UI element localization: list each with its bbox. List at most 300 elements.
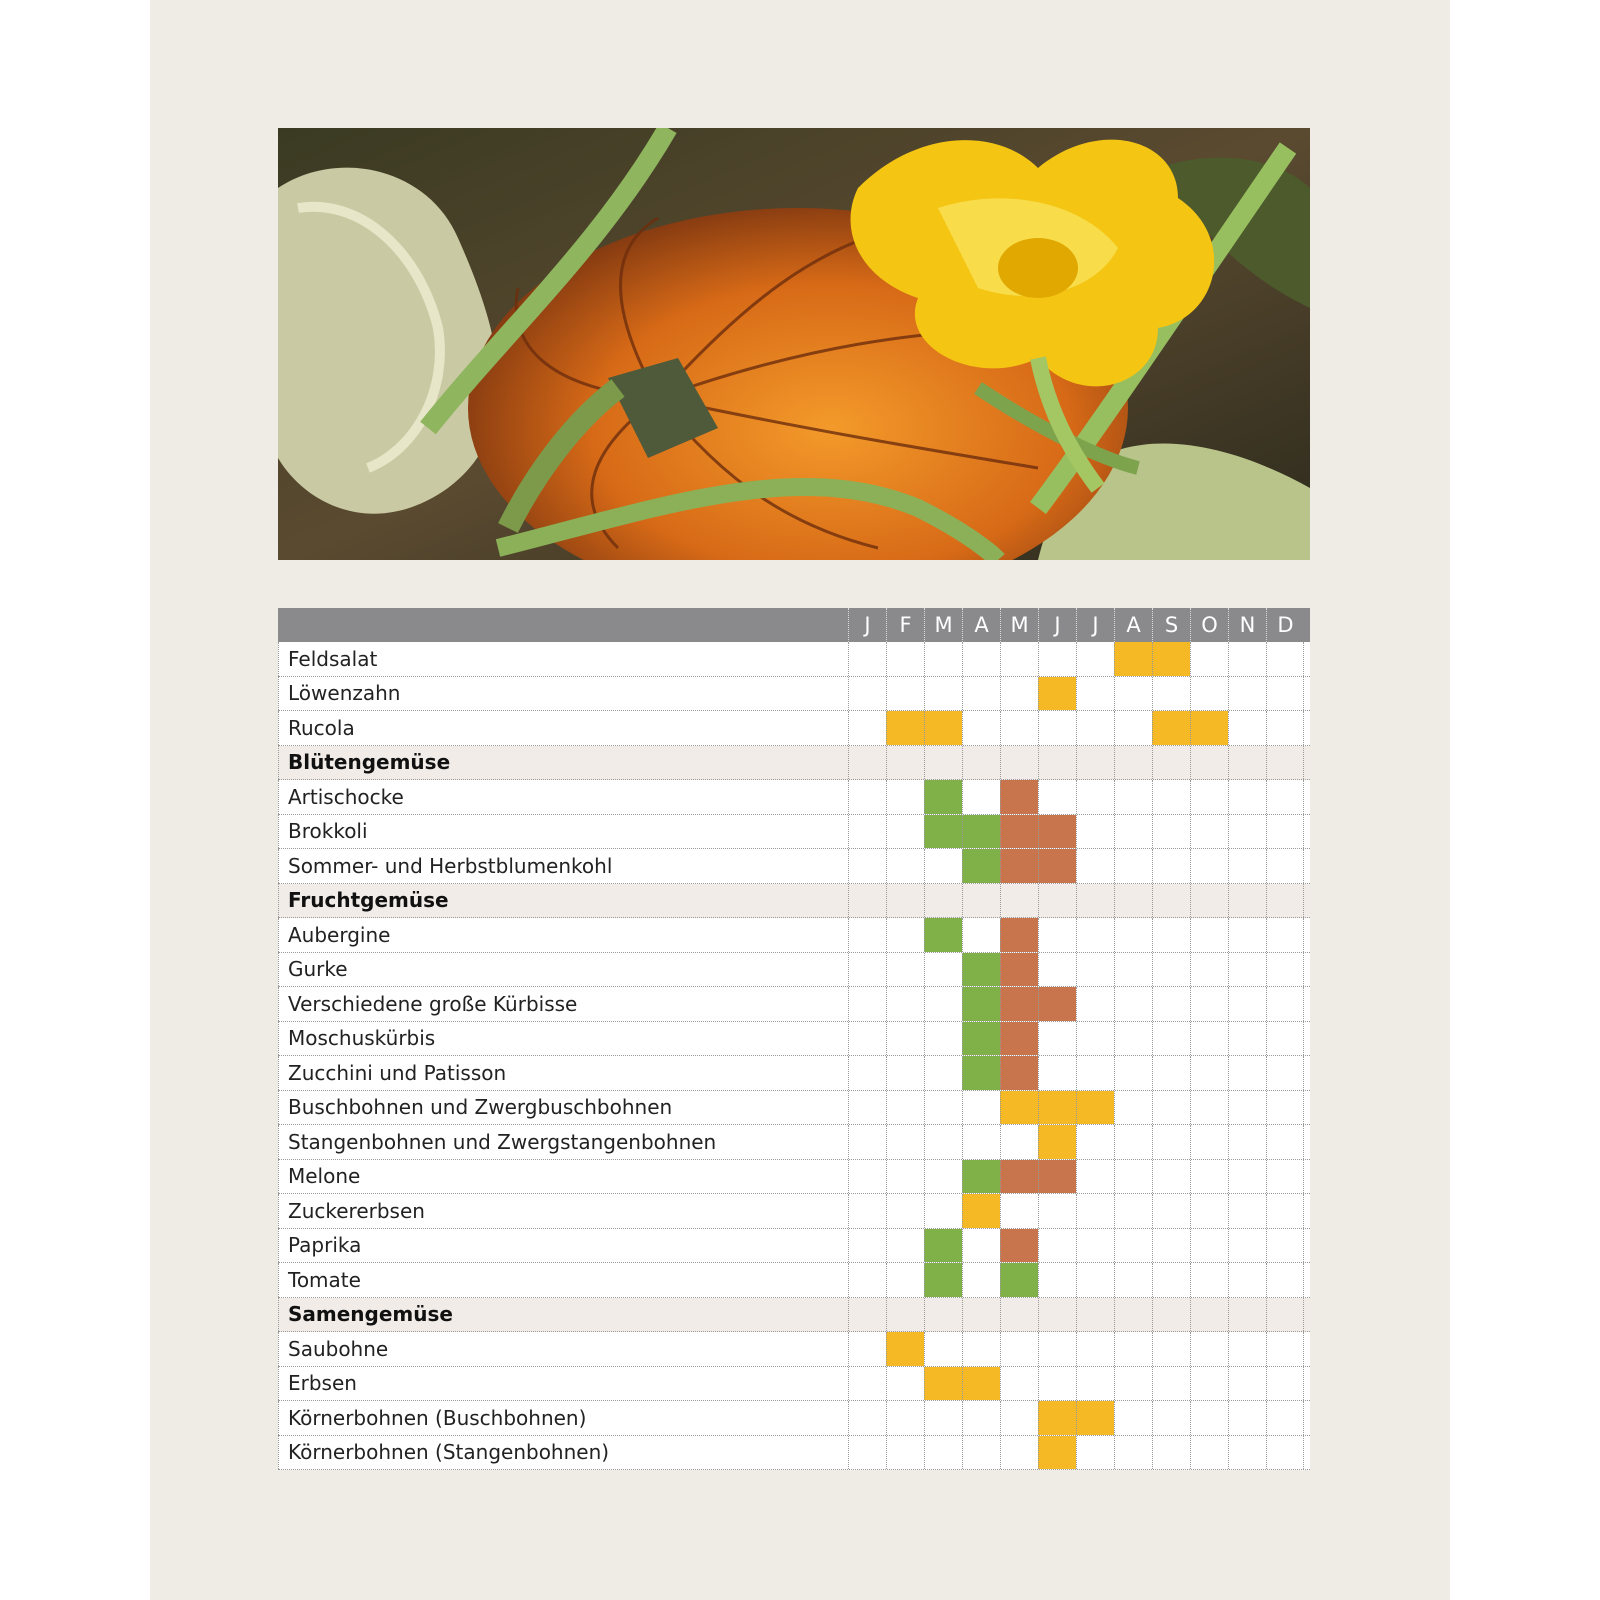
- calendar-cell-yellow: [1076, 1091, 1114, 1125]
- calendar-cell: [1114, 1401, 1152, 1435]
- calendar-cell: [1076, 1022, 1114, 1056]
- calendar-cell: [1114, 1436, 1152, 1470]
- calendar-cell-brown: [1000, 1022, 1038, 1056]
- calendar-cell-green: [924, 780, 962, 814]
- calendar-cell: [886, 1436, 924, 1470]
- calendar-cell: [1266, 1160, 1304, 1194]
- calendar-cell: [848, 780, 886, 814]
- calendar-cell: [848, 677, 886, 711]
- calendar-cell: [1190, 918, 1228, 952]
- calendar-cell: [1076, 1298, 1114, 1332]
- calendar-cell: [1228, 711, 1266, 745]
- calendar-cell: [1076, 1263, 1114, 1297]
- table-row: [278, 987, 1310, 1022]
- calendar-cell-brown: [1038, 987, 1076, 1021]
- calendar-cell: [1152, 1367, 1190, 1401]
- category-row: [278, 884, 1310, 919]
- calendar-cell: [1114, 849, 1152, 883]
- calendar-cell-yellow: [1114, 642, 1152, 676]
- calendar-cell: [1190, 1332, 1228, 1366]
- calendar-cell-green: [962, 1022, 1000, 1056]
- calendar-cell: [848, 1091, 886, 1125]
- calendar-cell: [924, 849, 962, 883]
- month-header-jul: J: [1076, 608, 1114, 642]
- calendar-cell: [886, 849, 924, 883]
- calendar-cell-yellow: [962, 1194, 1000, 1228]
- month-header-may: M: [1000, 608, 1038, 642]
- calendar-cell: [1266, 918, 1304, 952]
- calendar-cell: [848, 1056, 886, 1090]
- calendar-cell: [1228, 1263, 1266, 1297]
- calendar-cell: [1038, 884, 1076, 918]
- calendar-cell: [848, 1160, 886, 1194]
- calendar-cell: [1190, 1194, 1228, 1228]
- calendar-cell-yellow: [924, 1367, 962, 1401]
- calendar-cell: [1228, 1194, 1266, 1228]
- calendar-cell: [1266, 953, 1304, 987]
- calendar-cell: [1114, 1022, 1152, 1056]
- calendar-cell: [1266, 711, 1304, 745]
- calendar-cell: [1266, 642, 1304, 676]
- calendar-cell: [848, 1367, 886, 1401]
- calendar-cell: [962, 1332, 1000, 1366]
- calendar-cell-green: [924, 1263, 962, 1297]
- calendar-cell: [1076, 1160, 1114, 1194]
- calendar-cell: [1152, 1298, 1190, 1332]
- calendar-cell: [962, 1263, 1000, 1297]
- calendar-cell: [886, 1401, 924, 1435]
- calendar-cell: [924, 1091, 962, 1125]
- calendar-cell: [1076, 677, 1114, 711]
- calendar-cell: [962, 1229, 1000, 1263]
- calendar-cell: [1038, 1056, 1076, 1090]
- calendar-cell: [1228, 1022, 1266, 1056]
- calendar-cell: [1000, 711, 1038, 745]
- calendar-cell: [848, 918, 886, 952]
- calendar-cell: [1000, 1194, 1038, 1228]
- calendar-cell-green: [924, 1229, 962, 1263]
- table-row: [278, 1332, 1310, 1367]
- calendar-cell: [1076, 711, 1114, 745]
- calendar-cell: [1228, 849, 1266, 883]
- calendar-cell: [924, 1056, 962, 1090]
- calendar-cell-brown: [1000, 1056, 1038, 1090]
- calendar-cell: [1152, 746, 1190, 780]
- calendar-cell-brown: [1000, 815, 1038, 849]
- vegetable-label: Aubergine: [278, 918, 848, 952]
- calendar-cell: [924, 1401, 962, 1435]
- calendar-cell: [1228, 815, 1266, 849]
- calendar-cell-yellow: [886, 1332, 924, 1366]
- month-header-jan: J: [848, 608, 886, 642]
- month-header-mar: M: [924, 608, 962, 642]
- vegetable-label: Löwenzahn: [278, 677, 848, 711]
- calendar-cell: [848, 1194, 886, 1228]
- calendar-cell-green: [962, 849, 1000, 883]
- calendar-cell: [1228, 677, 1266, 711]
- calendar-cell: [1190, 1056, 1228, 1090]
- calendar-cell: [962, 780, 1000, 814]
- calendar-cell-brown: [1038, 849, 1076, 883]
- vegetable-label: Körnerbohnen (Stangenbohnen): [278, 1436, 848, 1470]
- calendar-cell: [924, 1022, 962, 1056]
- calendar-cell: [1000, 1436, 1038, 1470]
- calendar-cell: [848, 746, 886, 780]
- table-row: [278, 918, 1310, 953]
- calendar-cell: [962, 711, 1000, 745]
- calendar-cell: [886, 1160, 924, 1194]
- calendar-cell: [1228, 1125, 1266, 1159]
- calendar-cell-brown: [1038, 1160, 1076, 1194]
- calendar-cell: [1266, 815, 1304, 849]
- calendar-cell: [1076, 642, 1114, 676]
- calendar-cell: [1000, 1401, 1038, 1435]
- table-row: [278, 1091, 1310, 1126]
- calendar-cell: [962, 1125, 1000, 1159]
- calendar-cell: [1152, 1436, 1190, 1470]
- month-header-dec: D: [1266, 608, 1304, 642]
- calendar-cell: [1114, 746, 1152, 780]
- calendar-cell: [848, 1332, 886, 1366]
- calendar-cell: [1000, 884, 1038, 918]
- calendar-cell-brown: [1000, 1229, 1038, 1263]
- calendar-cell: [886, 1056, 924, 1090]
- calendar-cell: [1152, 1125, 1190, 1159]
- calendar-cell: [924, 677, 962, 711]
- calendar-cell: [1228, 953, 1266, 987]
- table-row: [278, 1436, 1310, 1471]
- calendar-cell: [1228, 780, 1266, 814]
- calendar-cell-brown: [1000, 849, 1038, 883]
- calendar-cell: [924, 987, 962, 1021]
- calendar-cell: [1038, 1022, 1076, 1056]
- calendar-cell: [924, 1194, 962, 1228]
- calendar-cell: [924, 1125, 962, 1159]
- vegetable-label: Moschuskürbis: [278, 1022, 848, 1056]
- calendar-cell: [1266, 1298, 1304, 1332]
- month-header-jun: J: [1038, 608, 1076, 642]
- vegetable-label: Tomate: [278, 1263, 848, 1297]
- calendar-cell: [1076, 1229, 1114, 1263]
- calendar-cell: [1152, 884, 1190, 918]
- calendar-cell: [1114, 1125, 1152, 1159]
- calendar-cell: [1038, 918, 1076, 952]
- calendar-cell: [1076, 918, 1114, 952]
- calendar-cell: [1076, 746, 1114, 780]
- calendar-cell: [1266, 1263, 1304, 1297]
- calendar-cell: [1266, 1125, 1304, 1159]
- table-row: [278, 1194, 1310, 1229]
- calendar-cell: [1266, 677, 1304, 711]
- vegetable-label: Stangenbohnen und Zwergstangenbohnen: [278, 1125, 848, 1159]
- table-row: [278, 1160, 1310, 1195]
- calendar-cell: [886, 1022, 924, 1056]
- calendar-cell: [848, 815, 886, 849]
- calendar-cell: [1114, 884, 1152, 918]
- calendar-cell: [1114, 1263, 1152, 1297]
- calendar-cell: [1152, 1160, 1190, 1194]
- calendar-cell: [848, 1436, 886, 1470]
- calendar-cell: [1114, 918, 1152, 952]
- calendar-cell: [924, 884, 962, 918]
- calendar-cell: [924, 1298, 962, 1332]
- calendar-cell: [1114, 1229, 1152, 1263]
- calendar-cell-brown: [1038, 815, 1076, 849]
- calendar-cell: [1038, 711, 1076, 745]
- calendar-cell: [886, 884, 924, 918]
- calendar-cell: [886, 1298, 924, 1332]
- calendar-cell: [1114, 1367, 1152, 1401]
- vegetable-label: Artischocke: [278, 780, 848, 814]
- calendar-cell: [1038, 953, 1076, 987]
- calendar-cell: [1266, 884, 1304, 918]
- category-label: Blütengemüse: [278, 746, 848, 780]
- vegetable-label: Saubohne: [278, 1332, 848, 1366]
- calendar-cell: [962, 677, 1000, 711]
- calendar-cell: [1190, 1229, 1228, 1263]
- table-row: [278, 711, 1310, 746]
- table-row: [278, 1125, 1310, 1160]
- calendar-cell: [848, 884, 886, 918]
- pumpkin-with-flower-photo: [278, 128, 1310, 560]
- header-name-column: [278, 608, 848, 642]
- calendar-cell: [1190, 1125, 1228, 1159]
- calendar-cell-yellow: [962, 1367, 1000, 1401]
- calendar-cell: [886, 1263, 924, 1297]
- category-row: [278, 1298, 1310, 1333]
- calendar-cell: [886, 642, 924, 676]
- calendar-cell: [1266, 1056, 1304, 1090]
- calendar-cell: [1152, 1401, 1190, 1435]
- calendar-cell: [1228, 1367, 1266, 1401]
- calendar-cell: [1000, 677, 1038, 711]
- calendar-cell: [886, 815, 924, 849]
- calendar-cell: [1038, 1332, 1076, 1366]
- vegetable-label: Verschiedene große Kürbisse: [278, 987, 848, 1021]
- calendar-cell: [1076, 1332, 1114, 1366]
- calendar-cell: [1152, 1332, 1190, 1366]
- calendar-cell: [1266, 1022, 1304, 1056]
- table-body: [278, 642, 1310, 1470]
- calendar-cell: [886, 1125, 924, 1159]
- calendar-cell: [1152, 953, 1190, 987]
- table-row: [278, 953, 1310, 988]
- calendar-cell-brown: [1000, 1160, 1038, 1194]
- calendar-cell: [1076, 1367, 1114, 1401]
- calendar-cell-brown: [1000, 953, 1038, 987]
- calendar-cell: [1000, 1332, 1038, 1366]
- calendar-cell: [1114, 1332, 1152, 1366]
- vegetable-label: Sommer- und Herbstblumenkohl: [278, 849, 848, 883]
- calendar-cell: [1266, 1436, 1304, 1470]
- vegetable-label: Zuckererbsen: [278, 1194, 848, 1228]
- calendar-cell: [886, 918, 924, 952]
- calendar-cell: [1152, 1091, 1190, 1125]
- calendar-cell: [1000, 1367, 1038, 1401]
- calendar-cell: [1000, 746, 1038, 780]
- vegetable-label: Erbsen: [278, 1367, 848, 1401]
- calendar-cell: [1038, 1263, 1076, 1297]
- calendar-cell: [1190, 780, 1228, 814]
- calendar-cell: [1266, 987, 1304, 1021]
- category-label: Samengemüse: [278, 1298, 848, 1332]
- calendar-cell: [1190, 677, 1228, 711]
- calendar-cell: [962, 642, 1000, 676]
- vegetable-label: Körnerbohnen (Buschbohnen): [278, 1401, 848, 1435]
- calendar-cell: [1190, 1436, 1228, 1470]
- calendar-cell-yellow: [1076, 1401, 1114, 1435]
- calendar-cell: [886, 780, 924, 814]
- calendar-cell-yellow: [1038, 1125, 1076, 1159]
- calendar-cell: [924, 1436, 962, 1470]
- table-row: [278, 1367, 1310, 1402]
- calendar-cell: [924, 1160, 962, 1194]
- vegetable-label: Buschbohnen und Zwergbuschbohnen: [278, 1091, 848, 1125]
- calendar-cell: [1152, 1263, 1190, 1297]
- calendar-cell: [1152, 677, 1190, 711]
- calendar-cell: [1190, 953, 1228, 987]
- calendar-cell: [1228, 987, 1266, 1021]
- table-row: [278, 1263, 1310, 1298]
- calendar-cell: [1076, 953, 1114, 987]
- calendar-cell: [1266, 1091, 1304, 1125]
- calendar-cell: [886, 987, 924, 1021]
- vegetable-label: Zucchini und Patisson: [278, 1056, 848, 1090]
- calendar-cell: [1190, 815, 1228, 849]
- calendar-cell: [1190, 884, 1228, 918]
- calendar-cell-yellow: [1038, 1436, 1076, 1470]
- calendar-cell: [886, 1194, 924, 1228]
- calendar-cell: [1190, 849, 1228, 883]
- calendar-cell: [848, 849, 886, 883]
- calendar-cell: [1266, 1367, 1304, 1401]
- calendar-cell: [1114, 1298, 1152, 1332]
- calendar-cell-yellow: [1038, 677, 1076, 711]
- calendar-cell: [1190, 1160, 1228, 1194]
- calendar-cell: [1228, 746, 1266, 780]
- calendar-cell: [1114, 677, 1152, 711]
- calendar-cell: [1152, 780, 1190, 814]
- calendar-cell: [1038, 1194, 1076, 1228]
- calendar-cell-green: [962, 987, 1000, 1021]
- calendar-cell: [1266, 1332, 1304, 1366]
- calendar-cell: [962, 918, 1000, 952]
- calendar-cell: [1114, 1194, 1152, 1228]
- calendar-cell: [848, 1401, 886, 1435]
- calendar-cell: [1266, 1229, 1304, 1263]
- table-header: [278, 608, 1310, 642]
- calendar-cell: [924, 953, 962, 987]
- calendar-cell-green: [962, 953, 1000, 987]
- calendar-cell: [1190, 1401, 1228, 1435]
- calendar-cell: [1152, 1194, 1190, 1228]
- table-row: [278, 1056, 1310, 1091]
- calendar-cell-green: [962, 1160, 1000, 1194]
- calendar-cell: [1152, 987, 1190, 1021]
- calendar-cell: [1038, 1298, 1076, 1332]
- calendar-cell: [1114, 953, 1152, 987]
- month-header-feb: F: [886, 608, 924, 642]
- month-header-apr: A: [962, 608, 1000, 642]
- calendar-cell: [924, 642, 962, 676]
- month-header-oct: O: [1190, 608, 1228, 642]
- calendar-cell: [962, 1298, 1000, 1332]
- calendar-cell: [848, 953, 886, 987]
- calendar-cell: [1076, 849, 1114, 883]
- calendar-cell: [1114, 1160, 1152, 1194]
- calendar-cell: [962, 746, 1000, 780]
- calendar-cell-brown: [1000, 780, 1038, 814]
- calendar-cell: [1228, 1298, 1266, 1332]
- calendar-cell: [962, 1436, 1000, 1470]
- calendar-cell: [1228, 1056, 1266, 1090]
- calendar-cell: [1228, 884, 1266, 918]
- calendar-cell: [1152, 918, 1190, 952]
- calendar-cell: [1114, 987, 1152, 1021]
- calendar-cell: [1114, 780, 1152, 814]
- calendar-cell-yellow: [1190, 711, 1228, 745]
- category-row: [278, 746, 1310, 781]
- calendar-cell: [848, 1229, 886, 1263]
- category-label: Fruchtgemüse: [278, 884, 848, 918]
- calendar-cell: [1076, 987, 1114, 1021]
- vegetable-label: Brokkoli: [278, 815, 848, 849]
- calendar-cell: [1190, 1298, 1228, 1332]
- calendar-cell: [1152, 849, 1190, 883]
- calendar-cell: [1114, 1091, 1152, 1125]
- calendar-cell: [1076, 884, 1114, 918]
- calendar-cell: [1114, 1056, 1152, 1090]
- table-row: [278, 642, 1310, 677]
- vegetable-label: Melone: [278, 1160, 848, 1194]
- calendar-cell: [1114, 711, 1152, 745]
- calendar-cell: [1266, 1401, 1304, 1435]
- calendar-cell: [1266, 1194, 1304, 1228]
- calendar-cell: [886, 677, 924, 711]
- table-row: [278, 849, 1310, 884]
- calendar-cell-green: [962, 1056, 1000, 1090]
- calendar-cell: [1038, 1367, 1076, 1401]
- calendar-cell: [1190, 987, 1228, 1021]
- calendar-cell: [1228, 1436, 1266, 1470]
- calendar-cell: [848, 1125, 886, 1159]
- calendar-cell: [924, 746, 962, 780]
- calendar-cell: [1266, 780, 1304, 814]
- calendar-cell-yellow: [1152, 642, 1190, 676]
- calendar-cell: [1152, 1056, 1190, 1090]
- calendar-cell: [1190, 746, 1228, 780]
- calendar-cell: [886, 953, 924, 987]
- calendar-cell: [1266, 746, 1304, 780]
- calendar-cell: [962, 1401, 1000, 1435]
- calendar-cell: [1000, 1298, 1038, 1332]
- calendar-cell: [924, 1332, 962, 1366]
- calendar-cell-green: [924, 815, 962, 849]
- calendar-cell: [848, 642, 886, 676]
- calendar-cell: [1038, 1229, 1076, 1263]
- calendar-cell: [1190, 1091, 1228, 1125]
- calendar-cell: [886, 1091, 924, 1125]
- table-row: [278, 1401, 1310, 1436]
- calendar-cell: [1076, 1436, 1114, 1470]
- calendar-cell-yellow: [924, 711, 962, 745]
- calendar-cell: [1076, 1125, 1114, 1159]
- calendar-cell: [962, 884, 1000, 918]
- month-header-sep: S: [1152, 608, 1190, 642]
- calendar-cell: [1076, 1194, 1114, 1228]
- calendar-cell-yellow: [1152, 711, 1190, 745]
- calendar-cell: [1190, 642, 1228, 676]
